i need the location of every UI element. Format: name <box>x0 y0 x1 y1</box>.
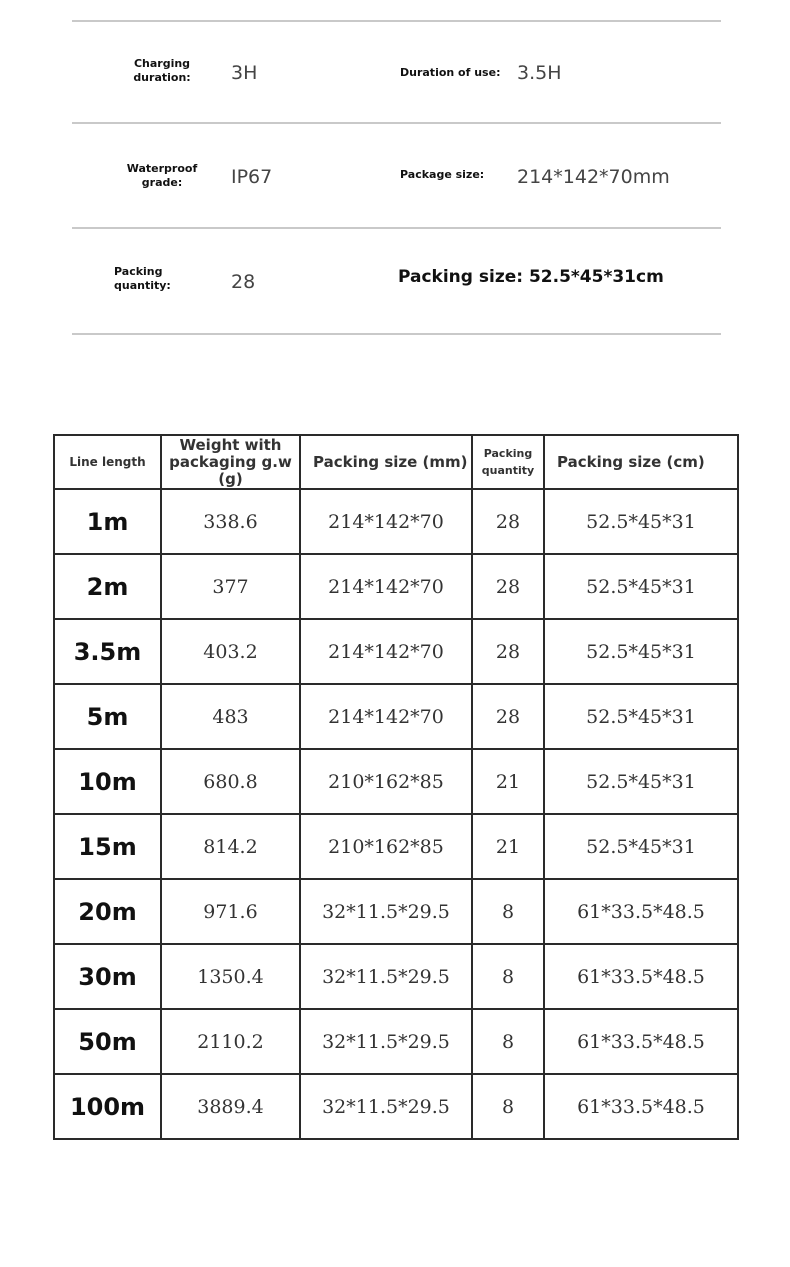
cell-packing-size-cm: 61*33.5*48.5 <box>544 879 738 944</box>
cell-line-length: 15m <box>54 814 161 879</box>
cell-packing-size-cm: 52.5*45*31 <box>544 814 738 879</box>
cell-line-length: 1m <box>54 489 161 554</box>
cell-packing-size-cm: 52.5*45*31 <box>544 749 738 814</box>
cell-weight: 483 <box>161 684 300 749</box>
cell-line-length: 2m <box>54 554 161 619</box>
cell-packing-size-mm: 210*162*85 <box>300 814 472 879</box>
divider <box>72 122 721 124</box>
table-row <box>54 944 738 1009</box>
cell-line-length: 3.5m <box>54 619 161 684</box>
table-row <box>54 489 738 554</box>
table-row <box>54 554 738 619</box>
cell-packing-size-cm: 61*33.5*48.5 <box>544 1009 738 1074</box>
cell-weight: 2110.2 <box>161 1009 300 1074</box>
cell-packing-size-mm: 214*142*70 <box>300 554 472 619</box>
cell-packing-quantity: 8 <box>472 1009 544 1074</box>
cell-weight: 814.2 <box>161 814 300 879</box>
cell-packing-size-cm: 52.5*45*31 <box>544 554 738 619</box>
cell-packing-quantity: 28 <box>472 619 544 684</box>
cell-weight: 680.8 <box>161 749 300 814</box>
cell-packing-quantity: 21 <box>472 814 544 879</box>
table-header-row <box>54 435 738 489</box>
waterproof-grade-label: Waterproof grade: <box>126 162 198 189</box>
cell-line-length: 20m <box>54 879 161 944</box>
cell-packing-size-mm: 32*11.5*29.5 <box>300 944 472 1009</box>
table-row <box>54 749 738 814</box>
table-row <box>54 684 738 749</box>
table-row <box>54 1074 738 1139</box>
divider <box>72 227 721 229</box>
header-packing-size-cm: Packing size (cm) <box>544 435 738 489</box>
cell-packing-size-cm: 61*33.5*48.5 <box>544 1074 738 1139</box>
packing-quantity-value: 28 <box>231 271 256 293</box>
charging-duration-value: 3H <box>231 62 258 84</box>
divider <box>72 20 721 22</box>
cell-packing-quantity: 8 <box>472 879 544 944</box>
cell-packing-size-cm: 52.5*45*31 <box>544 684 738 749</box>
cell-packing-size-mm: 214*142*70 <box>300 619 472 684</box>
cell-packing-quantity: 21 <box>472 749 544 814</box>
cell-weight: 403.2 <box>161 619 300 684</box>
packing-quantity-label: Packing quantity: <box>114 265 171 292</box>
package-size-value: 214*142*70mm <box>517 166 670 188</box>
cell-weight: 377 <box>161 554 300 619</box>
cell-packing-size-cm: 52.5*45*31 <box>544 619 738 684</box>
cell-packing-quantity: 28 <box>472 554 544 619</box>
cell-packing-size-mm: 214*142*70 <box>300 489 472 554</box>
duration-of-use-value: 3.5H <box>517 62 562 84</box>
header-line-length: Line length <box>54 435 161 489</box>
cell-weight: 338.6 <box>161 489 300 554</box>
cell-packing-quantity: 28 <box>472 489 544 554</box>
cell-packing-size-cm: 52.5*45*31 <box>544 489 738 554</box>
package-size-label: Package size: <box>400 168 485 181</box>
table-row <box>54 1009 738 1074</box>
header-packing-size-mm: Packing size (mm) <box>300 435 472 489</box>
cell-line-length: 5m <box>54 684 161 749</box>
cell-packing-size-mm: 214*142*70 <box>300 684 472 749</box>
packing-size-text: Packing size: 52.5*45*31cm <box>398 267 664 287</box>
cell-line-length: 10m <box>54 749 161 814</box>
cell-packing-size-mm: 32*11.5*29.5 <box>300 1009 472 1074</box>
cell-packing-size-mm: 32*11.5*29.5 <box>300 1074 472 1139</box>
cell-line-length: 50m <box>54 1009 161 1074</box>
table-row <box>54 879 738 944</box>
cell-weight: 1350.4 <box>161 944 300 1009</box>
cell-weight: 3889.4 <box>161 1074 300 1139</box>
charging-duration-label: Charging duration: <box>133 57 191 84</box>
cell-packing-quantity: 28 <box>472 684 544 749</box>
cell-packing-size-mm: 210*162*85 <box>300 749 472 814</box>
header-weight: Weight with packaging g.w (g) <box>161 435 300 489</box>
table-row <box>54 619 738 684</box>
table-row <box>54 814 738 879</box>
cell-line-length: 100m <box>54 1074 161 1139</box>
cell-line-length: 30m <box>54 944 161 1009</box>
cell-packing-quantity: 8 <box>472 1074 544 1139</box>
divider <box>72 333 721 335</box>
cell-packing-size-cm: 61*33.5*48.5 <box>544 944 738 1009</box>
cell-weight: 971.6 <box>161 879 300 944</box>
cell-packing-quantity: 8 <box>472 944 544 1009</box>
duration-of-use-label: Duration of use: <box>400 66 501 79</box>
waterproof-grade-value: IP67 <box>231 166 273 188</box>
packing-table <box>53 434 739 1140</box>
header-packing-quantity: Packing quantity <box>472 435 544 489</box>
cell-packing-size-mm: 32*11.5*29.5 <box>300 879 472 944</box>
